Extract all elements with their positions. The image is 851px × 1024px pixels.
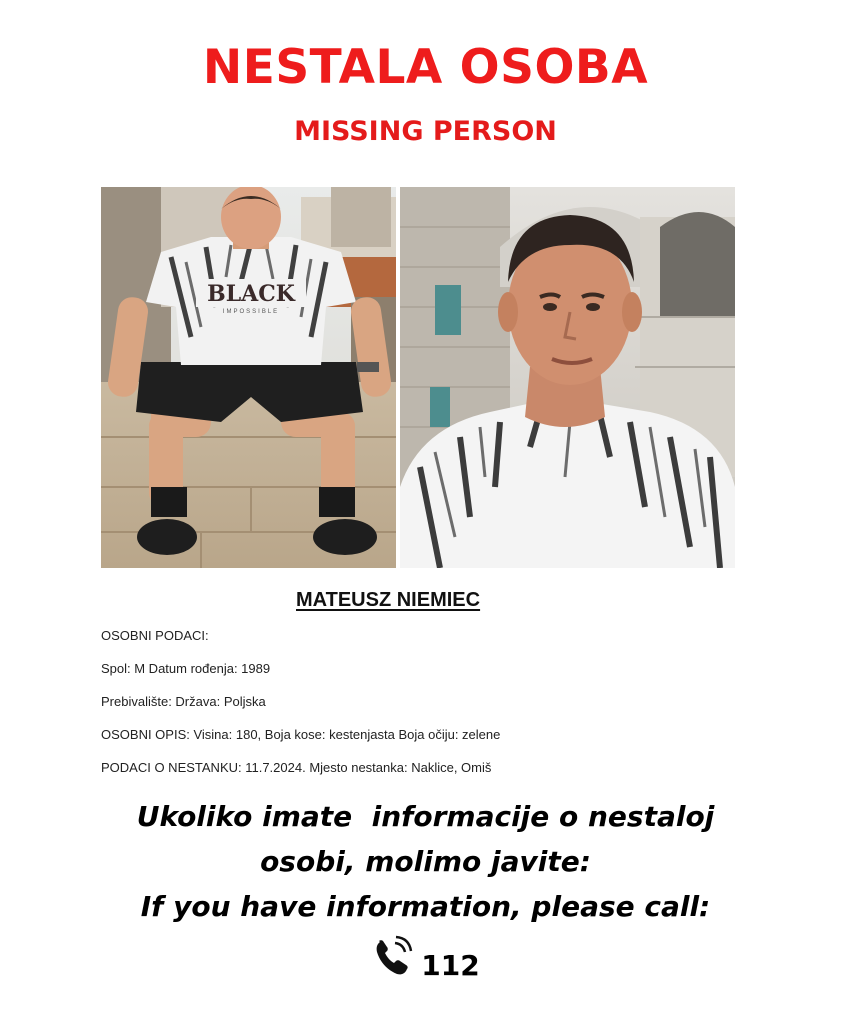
details-description: OSOBNI OPIS: Visina: 180, Boja kose: kestenjasta Boja očiju: zelene	[101, 727, 501, 742]
photo-full-body	[101, 187, 396, 568]
appeal-line-3: If you have information, please call:	[140, 890, 711, 923]
poster-title: NESTALA OSOBA	[202, 40, 649, 95]
phone-number: 112	[421, 949, 480, 982]
personal-details	[101, 628, 781, 793]
shirt-print-subtext: IMPOSSIBLE	[222, 309, 280, 315]
details-residence: Prebivalište: Država: Poljska	[101, 694, 266, 709]
details-sex-birthdate: Spol: M Datum rođenja: 1989	[101, 661, 271, 676]
photo-portrait	[400, 187, 735, 568]
appeal-line-1: Ukoliko imate informacije o nestaloj	[136, 800, 715, 833]
appeal-text	[0, 794, 851, 929]
person-name: MATEUSZ NIEMIEC	[296, 589, 481, 611]
details-disappearance: PODACI O NESTANKU: 11.7.2024. Mjesto nestanka: Naklice, Omiš	[101, 760, 492, 775]
phone-icon	[371, 933, 415, 984]
contact-row	[0, 930, 851, 984]
poster-subtitle: MISSING PERSON	[294, 116, 557, 147]
appeal-line-2: osobi, molimo javite:	[260, 845, 591, 878]
shirt-print-text: BLACK	[207, 281, 295, 307]
details-heading: OSOBNI PODACI:	[101, 628, 209, 643]
